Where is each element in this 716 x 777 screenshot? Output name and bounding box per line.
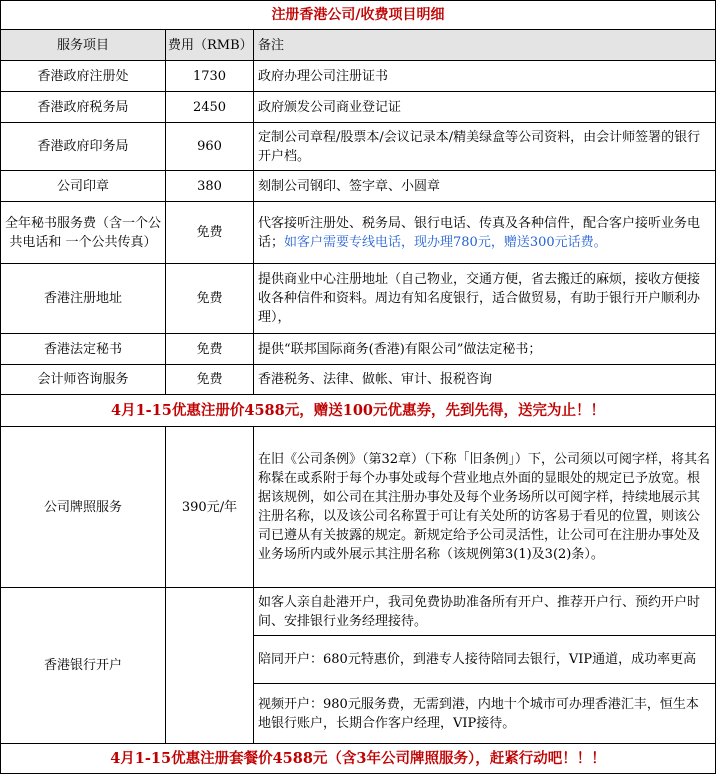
brand-row-fee: 390元/年: [166, 427, 254, 588]
table-row: [1, 171, 716, 202]
table-row: [1, 427, 716, 588]
bank-row-fee: [166, 588, 254, 744]
table-row: [1, 365, 716, 395]
row-note: 定制公司章程/股票本/会议记录本/精美绿盒等公司资料，由会计师签署的银行开户档。: [254, 123, 716, 171]
header-row: [1, 30, 716, 61]
row-fee: 380: [166, 171, 254, 202]
row-note: 提供“联邦国际商务(香港)有限公司”做法定秘书；: [254, 334, 716, 365]
row-note-highlight: 如客户需要专线电话，现办理780元，赠送300元话费: [284, 234, 594, 250]
row-fee: 1730: [166, 61, 254, 92]
row-note: 政府办理公司注册证书: [254, 61, 716, 92]
row-fee: 960: [166, 123, 254, 171]
table-row: [1, 92, 716, 123]
row-note: 提供商业中心注册地址（自己物业，交通方便，省去搬迁的麻烦，接收方便接收各种信件和资料。周边有知名度银行，适合做贸易，有助于银行开户顺利办理），: [254, 264, 716, 334]
row-note: 香港税务、法律、做帐、审计、报税咨询: [254, 365, 716, 395]
table-title: 注册香港公司/收费项目明细: [1, 1, 716, 30]
header-item: 服务项目: [1, 30, 166, 61]
brand-row-note: 在旧《公司条例》（第32章）（下称「旧条例」）下，公司须以可阅字样，将其名称髹在或系附于每个办事处或每个营业地点外面的显眼处的规定已予放宽。根据该规例，如公司在其注册办事处及每个业务场所以可阅字样，持续地展示其注册名称，以及该公司名称置于可让有关处所的访客易于看见的位置，则该公司已遵从有关披露的规定。新规定给予公司灵活性，让公司可在注册办事处及业务场所内或外展示其注册名称（该规例第3(1)及3(2)条）。: [254, 427, 716, 588]
row-note: 刻制公司钢印、签字章、小圆章: [254, 171, 716, 202]
row-item: 公司印章: [1, 171, 166, 202]
table-row: [1, 264, 716, 334]
row-note-text: 代客接听注册处、税务局、银行电话、传真及各种信件，配合客户接听业务电话；: [258, 215, 701, 250]
row-fee: 免费: [166, 264, 254, 334]
row-item: 香港注册地址: [1, 264, 166, 334]
table-row: [1, 588, 716, 636]
row-fee: 免费: [166, 202, 254, 264]
bank-row-note: 陪同开户：680元特惠价，到港专人接待陪同去银行，VIP通道，成功率更高: [254, 636, 716, 684]
row-item: 香港政府印务局: [1, 123, 166, 171]
row-item: 会计师咨询服务: [1, 365, 166, 395]
row-fee: 免费: [166, 334, 254, 365]
table-row: [1, 202, 716, 264]
row-item: 全年秘书服务费（含一个公共电话和 一个公共传真）: [1, 202, 166, 264]
brand-row-item: 公司牌照服务: [1, 427, 166, 588]
table-row: [1, 61, 716, 92]
row-item: 香港政府税务局: [1, 92, 166, 123]
row-note: 政府颁发公司商业登记证: [254, 92, 716, 123]
row-fee: 免费: [166, 365, 254, 395]
row-fee: 2450: [166, 92, 254, 123]
table-row: [1, 123, 716, 171]
row-note-tail: 。: [593, 234, 607, 250]
row-item: 香港法定秘书: [1, 334, 166, 365]
promo-banner: 4月1-15优惠注册价4588元，赠送100元优惠券，先到先得，送完为止！！: [1, 395, 716, 427]
header-note: 备注: [254, 30, 716, 61]
row-item: 香港政府注册处: [1, 61, 166, 92]
bank-row-note: 视频开户：980元服务费，无需到港，内地十个城市可办理香港汇丰，恒生本地银行账户，长期合作客户经理，VIP接待。: [254, 684, 716, 744]
bank-row-item: 香港银行开户: [1, 588, 166, 744]
header-fee: 费用（RMB）: [166, 30, 254, 61]
table-row: [1, 334, 716, 365]
promo-banner: 4月1-15优惠注册套餐价4588元（含3年公司牌照服务），赶紧行动吧！！！: [1, 744, 716, 774]
row-note: [254, 202, 716, 264]
bank-row-note: 如客人亲自赴港开户，我司免费协助准备所有开户、推荐开户行、预约开户时间、安排银行业务经理接待。: [254, 588, 716, 636]
